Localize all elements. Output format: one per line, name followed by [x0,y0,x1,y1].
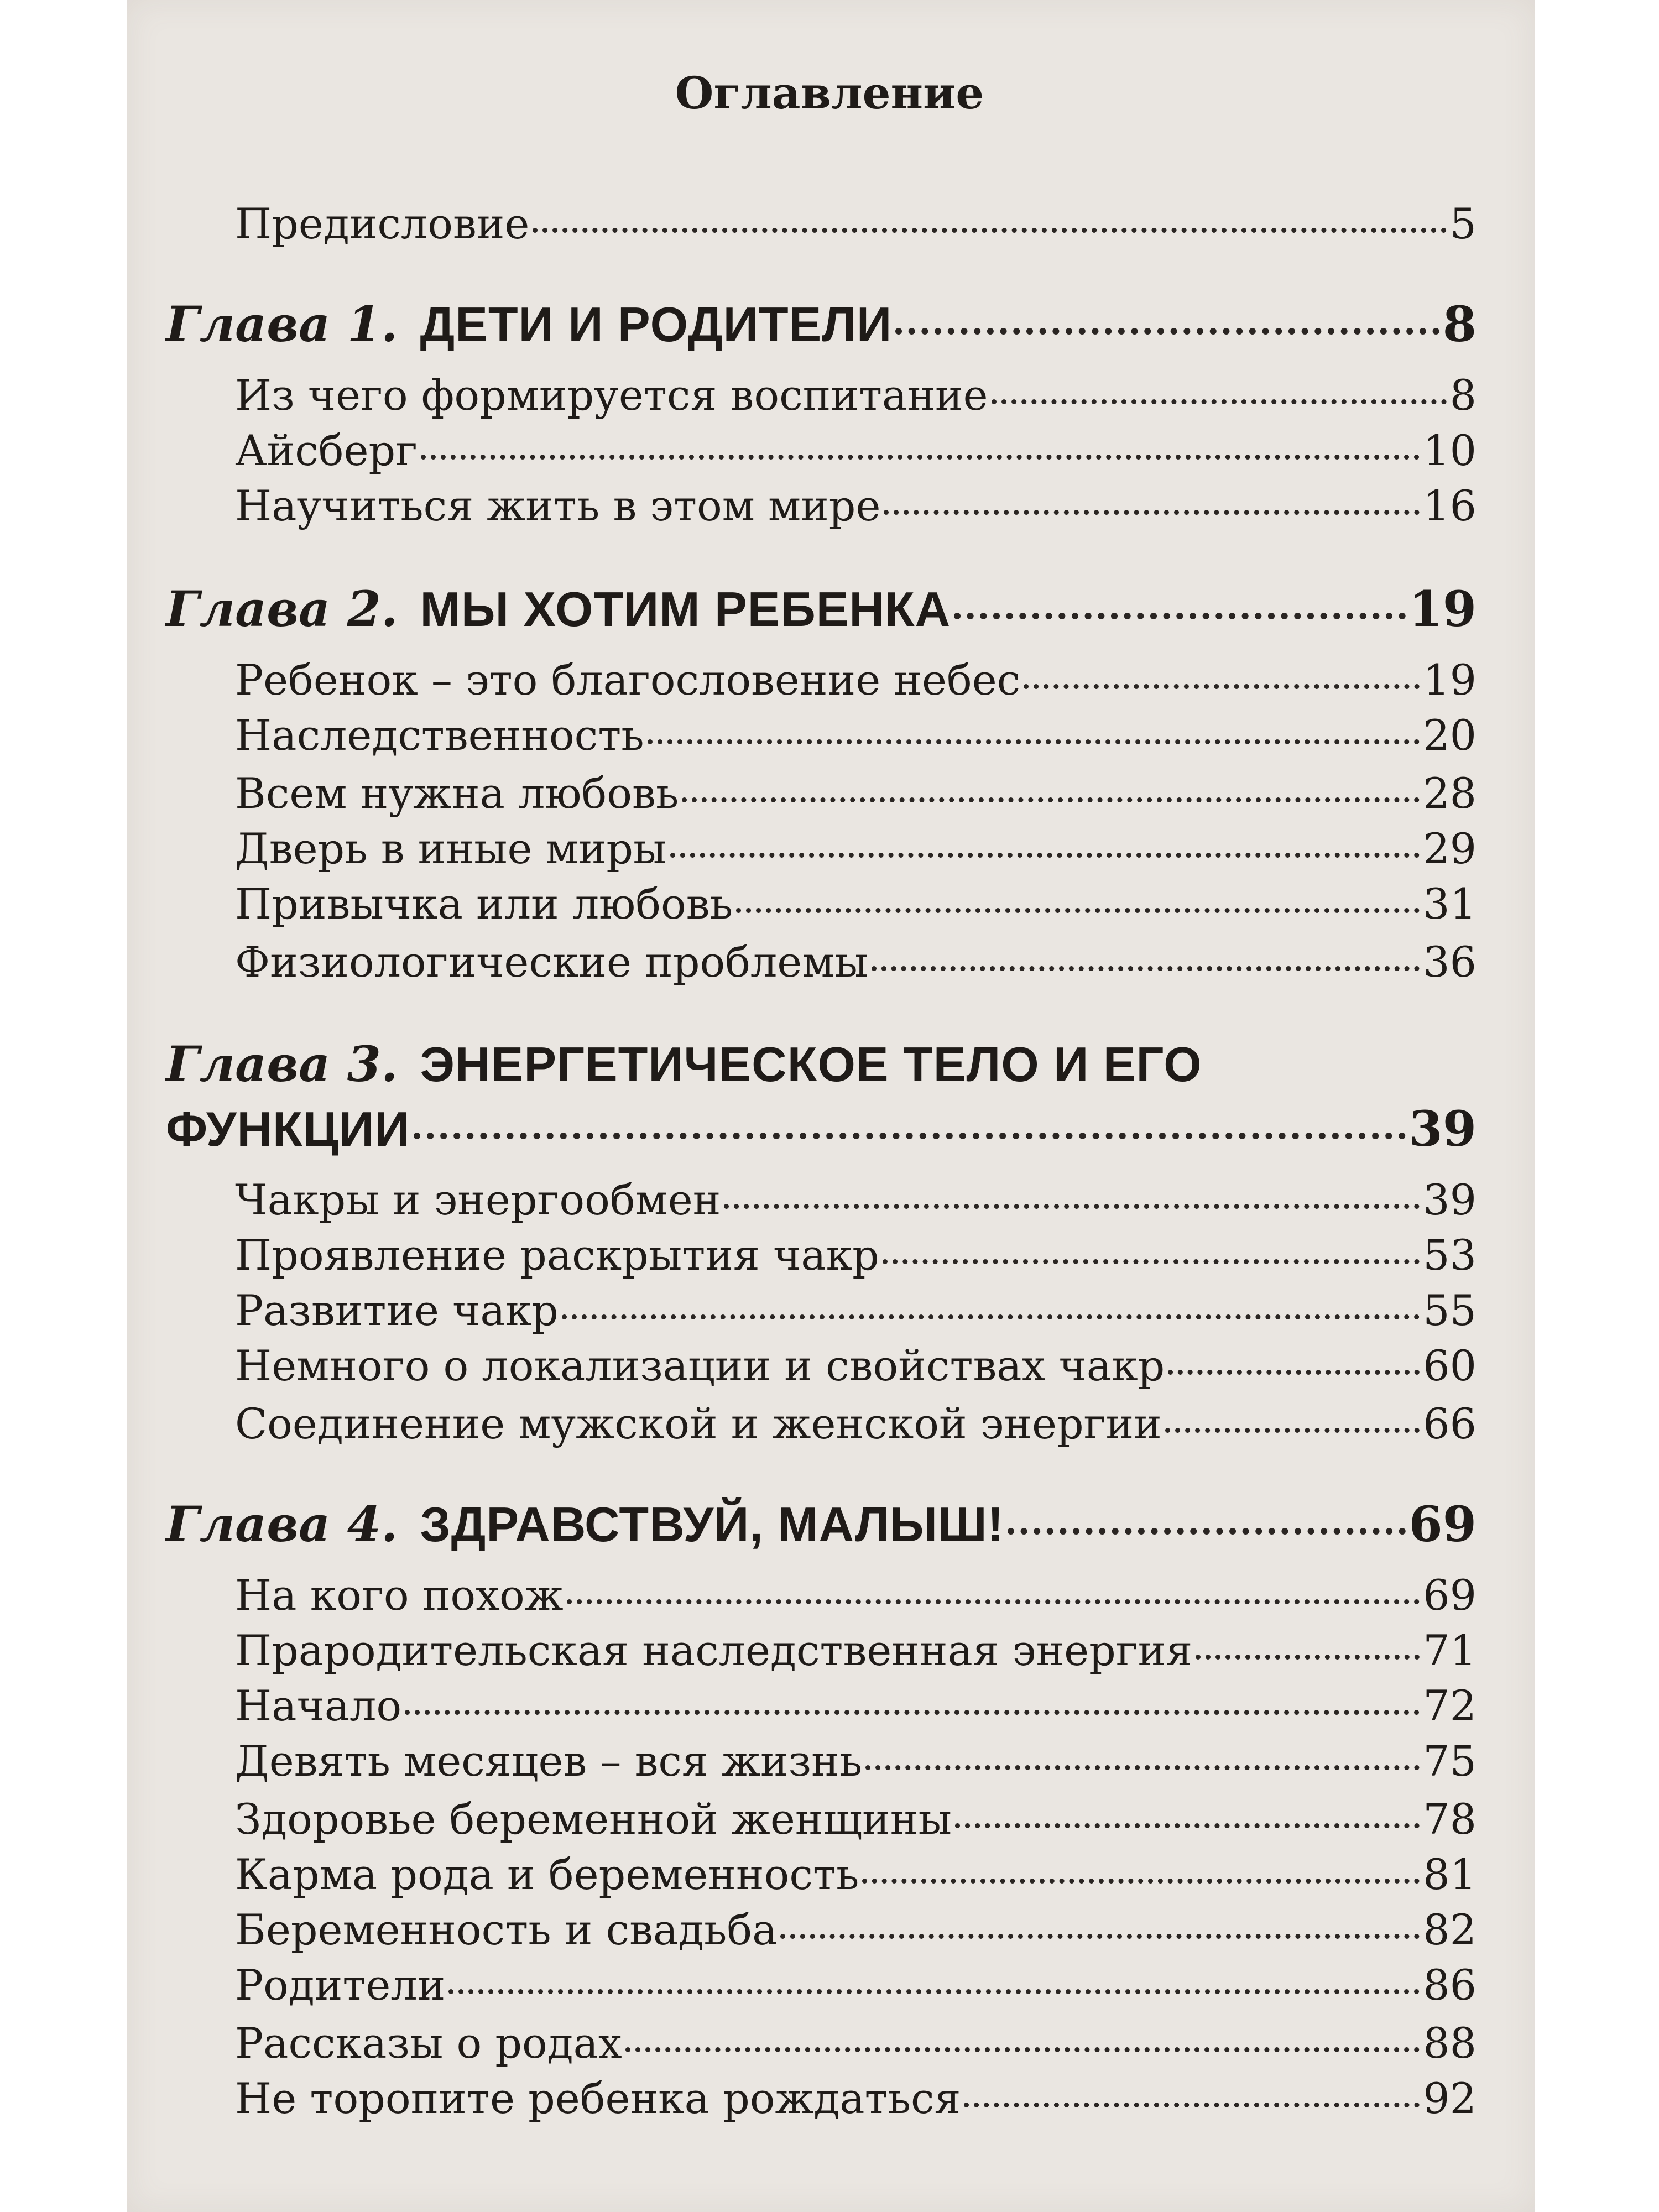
toc-entry[interactable] [235,766,1477,821]
dot-leader [992,399,1447,404]
dot-leader [421,455,1420,460]
toc-page-number: 39 [1408,1100,1477,1157]
dot-leader [533,228,1446,233]
toc-page-number: 81 [1423,1850,1477,1899]
dot-leader [780,1934,1420,1939]
toc-entry[interactable] [235,935,1477,990]
chapter-number: Глава 1. [166,295,398,353]
toc-page-number: 10 [1423,426,1477,475]
toc-entry-label: Физиологические проблемы [235,937,868,987]
toc-entry-label: Из чего формируется воспитание [235,371,988,420]
dot-leader [567,1599,1420,1604]
toc-page-number: 60 [1423,1341,1477,1390]
toc-page-number: 88 [1423,2018,1477,2068]
toc-entry[interactable] [235,423,1477,478]
toc-entry[interactable] [235,478,1477,534]
toc-entry-label: Родители [235,1960,446,2010]
dot-leader [862,1879,1420,1884]
toc-entry[interactable] [235,1847,1477,1902]
toc-entry-label: Научиться жить в этом мире [235,481,881,530]
toc-entry[interactable] [235,1228,1477,1283]
toc-page-number: 39 [1423,1175,1477,1224]
toc-entry-label: Всем нужна любовь [235,769,679,818]
dot-leader [448,1989,1420,1994]
toc-entry-label: Развитие чакр [235,1286,559,1335]
toc-page-number: 20 [1423,711,1477,760]
toc-entry-preface[interactable] [235,196,1477,252]
toc-entry[interactable] [235,1734,1477,1789]
dot-leader [1168,1370,1420,1375]
chapter-title: ЗДРАВСТВУЙ, МАЛЫШ! [420,1497,1004,1552]
dot-leader [682,797,1420,802]
toc-entry-label: Проявление раскрытия чакр [235,1230,879,1280]
toc-page-number: 29 [1423,824,1477,873]
toc-entry[interactable] [235,1902,1477,1958]
toc-entry[interactable] [235,2016,1477,2071]
toc-page-number: 53 [1423,1230,1477,1280]
toc-entry[interactable] [235,1283,1477,1338]
dot-leader [405,1710,1420,1715]
toc-entry[interactable] [235,708,1477,763]
toc-page-number: 82 [1423,1905,1477,1954]
toc-entry-label: Наследственность [235,711,644,760]
toc-entry-label: Предисловие [235,199,530,248]
toc-entry[interactable] [235,877,1477,932]
dot-leader [414,1133,1406,1139]
chapter-heading-1[interactable] [166,293,1477,356]
toc-page-number: 71 [1423,1626,1477,1675]
toc-entry-label: Дверь в иные миры [235,824,667,873]
toc-entry-label: На кого похож [235,1571,564,1620]
dot-leader [895,328,1439,335]
toc-page-number: 8 [1442,295,1477,353]
chapter-heading-3[interactable] [166,1033,1477,1095]
toc-page-number: 5 [1449,199,1477,248]
dot-leader [883,1259,1420,1264]
toc-entry[interactable] [235,1958,1477,2013]
chapter-heading-3-continued[interactable] [166,1098,1477,1160]
toc-entry[interactable] [235,1568,1477,1623]
toc-entry[interactable] [235,1623,1477,1678]
dot-leader [872,966,1420,971]
toc-entry-label: Немного о локализации и свойствах чакр [235,1341,1165,1390]
dot-leader [955,1823,1420,1828]
dot-leader [865,1765,1420,1770]
toc-entry-label: Не торопите ребенка рождаться [235,2074,961,2123]
dot-leader [1165,1428,1420,1433]
dot-leader [1196,1655,1420,1660]
chapter-heading-4[interactable] [166,1493,1477,1556]
toc-entry[interactable] [235,821,1477,877]
toc-page-number: 36 [1423,937,1477,987]
toc-entry-label: Здоровье беременной женщины [235,1794,952,1844]
toc-page-number: 19 [1408,580,1477,638]
dot-leader [954,613,1405,619]
dot-leader [964,2103,1420,2107]
dot-leader [736,908,1420,913]
toc-entry[interactable] [235,1172,1477,1228]
toc-page-number: 55 [1423,1286,1477,1335]
toc-entry-label: Беременность и свадьба [235,1905,778,1954]
dot-leader [724,1204,1420,1209]
toc-page-number: 8 [1449,371,1477,420]
toc-entry-label: Соединение мужской и женской энергии [235,1399,1162,1448]
toc-entry[interactable] [235,1792,1477,1847]
toc-page-number: 72 [1423,1681,1477,1730]
toc-entry-label: Чакры и энергообмен [235,1175,721,1224]
toc-page-number: 78 [1423,1794,1477,1844]
dot-leader [1008,1528,1406,1535]
toc-page-number: 92 [1423,2074,1477,2123]
chapter-title: ДЕТИ И РОДИТЕЛИ [420,297,893,352]
toc-entry-label: Карма рода и беременность [235,1850,859,1899]
toc-entry-label: Рассказы о родах [235,2018,622,2068]
toc-entry-label: Привычка или любовь [235,879,733,928]
toc-entry-label: Девять месяцев – вся жизнь [235,1736,863,1786]
chapter-title-continued: ФУНКЦИИ [166,1102,410,1156]
toc-entry[interactable] [235,2071,1477,2126]
chapter-heading-2[interactable] [166,578,1477,640]
dot-leader [625,2047,1420,2052]
toc-page-number: 31 [1423,879,1477,928]
toc-page-number: 28 [1423,769,1477,818]
toc-entry[interactable] [235,1678,1477,1734]
dot-leader [562,1314,1420,1319]
chapter-number: Глава 4. [166,1495,398,1553]
toc-entry[interactable] [235,1338,1477,1394]
toc-page-number: 16 [1423,481,1477,530]
toc-entry[interactable] [235,1396,1477,1452]
toc-entry-label: Айсберг [235,426,418,475]
toc-entry[interactable] [235,368,1477,423]
toc-page-number: 75 [1423,1736,1477,1786]
chapter-title: МЫ ХОТИМ РЕБЕНКА [420,582,951,637]
toc-entry-label: Ребенок – это благословение небес [235,655,1021,705]
toc-entry[interactable] [235,653,1477,708]
dot-leader [1024,684,1420,689]
toc-page-number: 69 [1408,1495,1477,1553]
toc-entry-label: Начало [235,1681,402,1730]
chapter-number: Глава 3. [166,1035,398,1093]
toc-page-number: 66 [1423,1399,1477,1448]
chapter-number: Глава 2. [166,580,398,638]
dot-leader [884,510,1420,515]
toc-page-number: 19 [1423,655,1477,705]
toc-entry-label: Прародительская наследственная энергия [235,1626,1193,1675]
toc-page-number: 86 [1423,1960,1477,2010]
page-title: Оглавление [675,67,984,119]
dot-leader [648,739,1420,744]
dot-leader [670,853,1420,858]
toc-page-number: 69 [1423,1571,1477,1620]
chapter-title: ЭНЕРГЕТИЧЕСКОЕ ТЕЛО И ЕГО [420,1037,1202,1092]
